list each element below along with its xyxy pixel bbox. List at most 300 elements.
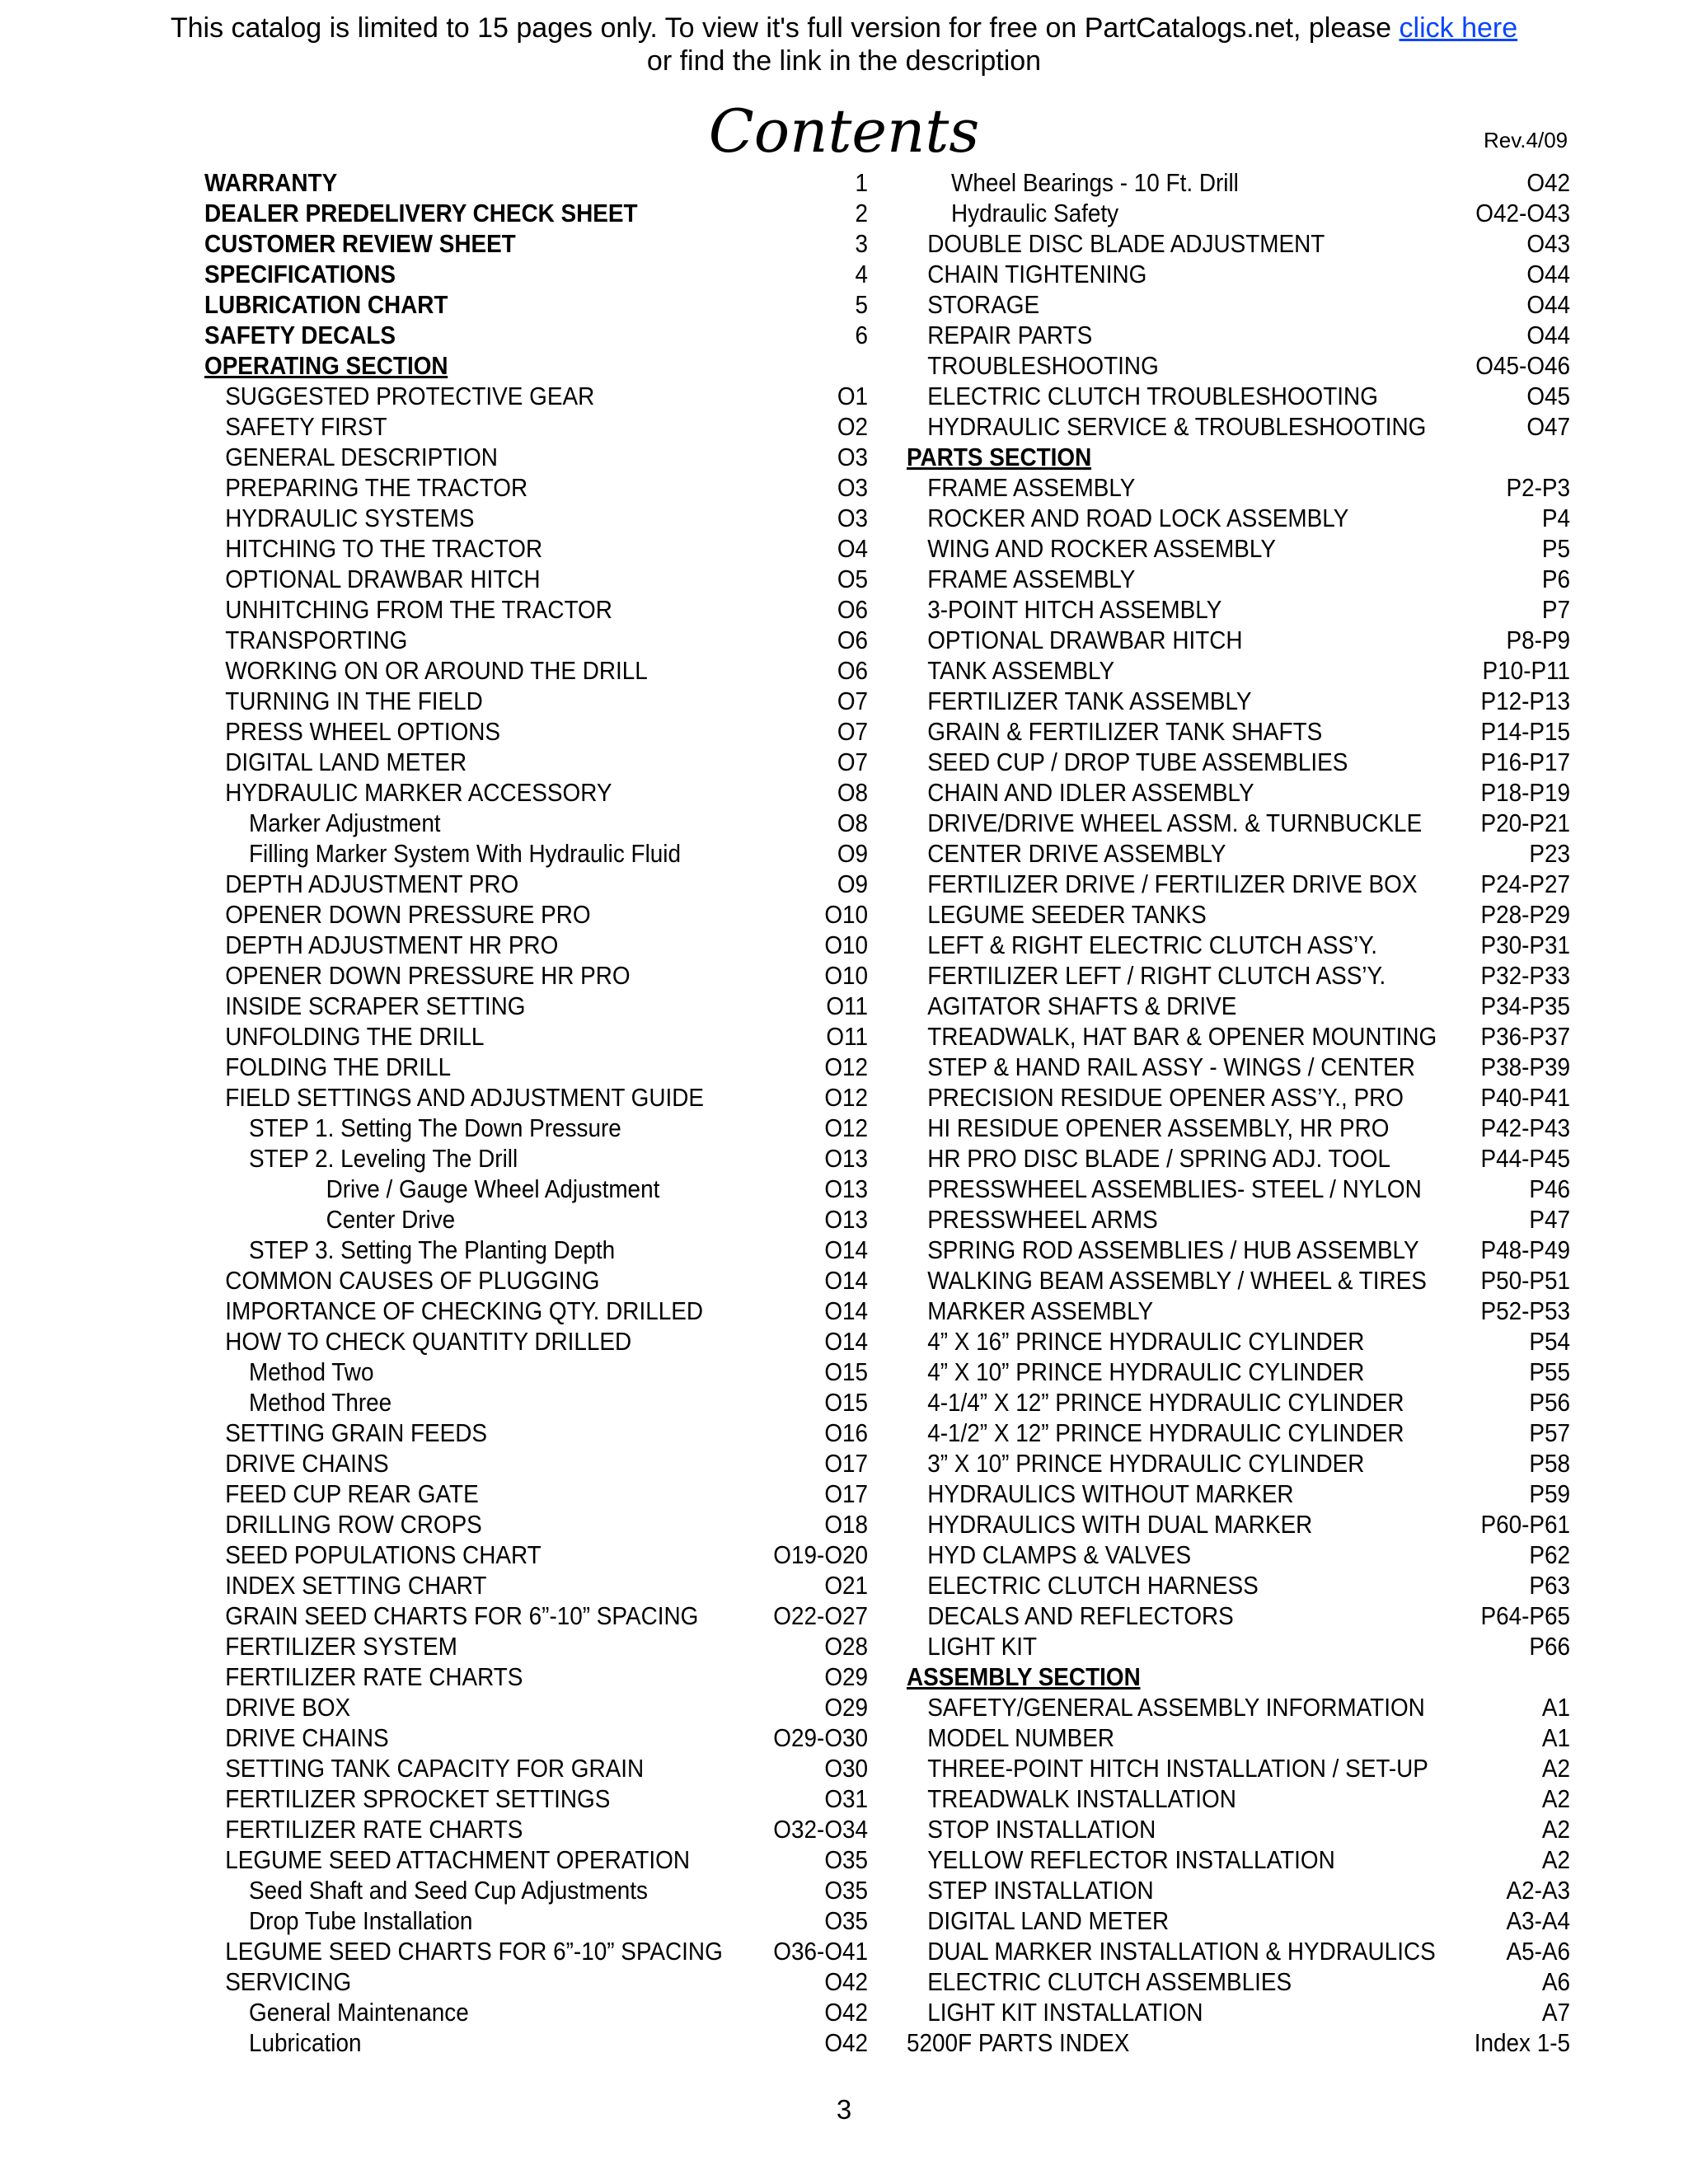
toc-entry-title: STEP 3. Setting The Planting Depth bbox=[249, 1235, 616, 1264]
toc-entry bbox=[907, 777, 1570, 808]
toc-entry bbox=[907, 1997, 1570, 2027]
toc-entry bbox=[204, 2027, 868, 2058]
toc-entry-page: P44-P45 bbox=[1480, 1144, 1571, 1173]
toc-entry-page: P4 bbox=[1541, 504, 1571, 532]
toc-entry-title: Wheel Bearings - 10 Ft. Drill bbox=[951, 168, 1239, 197]
page-title: Contents bbox=[708, 96, 980, 166]
toc-entry-title: 3” X 10” PRINCE HYDRAULIC CYLINDER bbox=[927, 1449, 1365, 1478]
toc-entry-title: FERTILIZER SYSTEM bbox=[225, 1632, 457, 1661]
toc-entry-page: O18 bbox=[824, 1510, 869, 1539]
toc-entry-title: FEED CUP REAR GATE bbox=[225, 1479, 479, 1508]
toc-section-heading bbox=[907, 442, 1570, 472]
toc-entry-page: A1 bbox=[1541, 1723, 1571, 1752]
toc-entry bbox=[907, 991, 1570, 1021]
toc-entry bbox=[907, 2027, 1570, 2058]
toc-entry-page: O6 bbox=[837, 656, 869, 685]
toc-entry-page: O31 bbox=[824, 1784, 869, 1813]
toc-entry-title: STORAGE bbox=[927, 290, 1040, 319]
toc-entry-page: P50-P51 bbox=[1480, 1266, 1571, 1295]
toc-entry-page: O8 bbox=[837, 778, 869, 807]
toc-entry-page: O12 bbox=[824, 1113, 869, 1142]
toc-entry bbox=[204, 869, 868, 899]
toc-entry-title: WALKING BEAM ASSEMBLY / WHEEL & TIRES bbox=[927, 1266, 1427, 1295]
toc-entry bbox=[204, 198, 868, 228]
toc-entry bbox=[204, 1661, 868, 1692]
toc-entry bbox=[907, 960, 1570, 991]
toc-entry bbox=[907, 686, 1570, 716]
toc-entry-page: P30-P31 bbox=[1480, 930, 1571, 959]
toc-entry-title: Center Drive bbox=[326, 1205, 456, 1234]
toc-entry-page: O1 bbox=[837, 382, 869, 410]
toc-entry-page: O4 bbox=[837, 534, 869, 563]
toc-entry bbox=[907, 1174, 1570, 1204]
toc-entry bbox=[907, 1509, 1570, 1540]
toc-entry-page: O3 bbox=[837, 504, 869, 532]
toc-entry-title: 4-1/4” X 12” PRINCE HYDRAULIC CYLINDER bbox=[927, 1388, 1404, 1417]
toc-entry-page: O15 bbox=[824, 1357, 869, 1386]
toc-entry-page: A1 bbox=[1541, 1693, 1571, 1722]
click-here-link[interactable]: click here bbox=[1399, 12, 1518, 44]
toc-entry-page: P36-P37 bbox=[1480, 1022, 1571, 1051]
toc-entry-title: INDEX SETTING CHART bbox=[225, 1571, 487, 1600]
toc-entry bbox=[204, 1235, 868, 1265]
toc-entry bbox=[907, 1540, 1570, 1570]
toc-entry-title: Hydraulic Safety bbox=[951, 199, 1119, 227]
toc-entry-page: O42 bbox=[824, 1998, 869, 2027]
toc-entry-title: OPTIONAL DRAWBAR HITCH bbox=[225, 565, 541, 593]
toc-entry-page: O13 bbox=[824, 1205, 869, 1234]
toc-entry-page: O6 bbox=[837, 626, 869, 654]
toc-entry-page: O12 bbox=[824, 1083, 869, 1112]
toc-entry-title: ELECTRIC CLUTCH HARNESS bbox=[927, 1571, 1259, 1600]
toc-entry-title: REPAIR PARTS bbox=[927, 321, 1093, 349]
toc-entry-page: P23 bbox=[1529, 839, 1571, 868]
toc-entry-title: FERTILIZER LEFT / RIGHT CLUTCH ASS’Y. bbox=[927, 961, 1386, 990]
toc-entry-page: P7 bbox=[1541, 595, 1571, 624]
toc-entry bbox=[204, 1631, 868, 1661]
toc-entry-page: O44 bbox=[1526, 290, 1571, 319]
toc-entry-title: DRILLING ROW CROPS bbox=[225, 1510, 482, 1539]
toc-entry-page: P38-P39 bbox=[1480, 1052, 1571, 1081]
toc-entry-page: O19-O20 bbox=[773, 1540, 869, 1569]
page-number: 3 bbox=[836, 2094, 852, 2125]
toc-entry bbox=[204, 411, 868, 442]
toc-entry-title: SEED CUP / DROP TUBE ASSEMBLIES bbox=[927, 748, 1348, 776]
toc-entry-page: A6 bbox=[1541, 1967, 1571, 1996]
toc-entry-page: O14 bbox=[824, 1296, 869, 1325]
toc-entry-page: P20-P21 bbox=[1480, 808, 1571, 837]
toc-entry bbox=[907, 1204, 1570, 1235]
toc-entry-title: STEP INSTALLATION bbox=[927, 1876, 1154, 1905]
toc-entry-title: FRAME ASSEMBLY bbox=[927, 565, 1136, 593]
toc-entry bbox=[907, 259, 1570, 289]
toc-entry-title: OPENER DOWN PRESSURE HR PRO bbox=[225, 961, 631, 990]
toc-entry bbox=[204, 1296, 868, 1326]
toc-entry-title: Filling Marker System With Hydraulic Fluid bbox=[249, 839, 682, 868]
toc-entry bbox=[204, 1509, 868, 1540]
toc-entry-title: SUGGESTED PROTECTIVE GEAR bbox=[225, 382, 595, 410]
toc-entry-title: LIGHT KIT bbox=[927, 1632, 1038, 1661]
toc-entry-page: P24-P27 bbox=[1480, 869, 1571, 898]
toc-entry bbox=[907, 533, 1570, 564]
toc-entry-title: CHAIN AND IDLER ASSEMBLY bbox=[927, 778, 1254, 807]
toc-entry-page: O15 bbox=[824, 1388, 869, 1417]
toc-entry bbox=[204, 747, 868, 777]
toc-entry-page: 2 bbox=[855, 199, 869, 227]
toc-entry-title: YELLOW REFLECTOR INSTALLATION bbox=[927, 1845, 1335, 1874]
toc-entry-page: O17 bbox=[824, 1479, 869, 1508]
toc-entry-title: TREADWALK, HAT BAR & OPENER MOUNTING bbox=[927, 1022, 1437, 1051]
toc-entry bbox=[907, 1875, 1570, 1905]
toc-entry-page: P5 bbox=[1541, 534, 1571, 563]
toc-entry-page: O17 bbox=[824, 1449, 869, 1478]
toc-entry-page: 4 bbox=[855, 260, 869, 288]
toc-entry-title: CENTER DRIVE ASSEMBLY bbox=[927, 839, 1226, 868]
toc-entry bbox=[907, 1814, 1570, 1844]
toc-entry-page: P6 bbox=[1541, 565, 1571, 593]
toc-entry bbox=[204, 1021, 868, 1052]
toc-entry-title: UNFOLDING THE DRILL bbox=[225, 1022, 485, 1051]
toc-entry-title: HI RESIDUE OPENER ASSEMBLY, HR PRO bbox=[927, 1113, 1390, 1142]
toc-entry-title: TREADWALK INSTALLATION bbox=[927, 1784, 1236, 1813]
toc-entry-page: O35 bbox=[824, 1906, 869, 1935]
toc-entry bbox=[204, 930, 868, 960]
toc-entry bbox=[907, 228, 1570, 259]
banner-line-2: or find the link in the description bbox=[646, 45, 1042, 77]
toc-entry-page: O30 bbox=[824, 1754, 869, 1783]
toc-entry bbox=[204, 320, 868, 350]
toc-entry bbox=[204, 472, 868, 503]
toc-entry-title: PRESSWHEEL ARMS bbox=[927, 1205, 1158, 1234]
toc-entry bbox=[204, 1204, 868, 1235]
toc-entry-title: DEALER PREDELIVERY CHECK SHEET bbox=[204, 199, 638, 227]
toc-entry-page: O35 bbox=[824, 1845, 869, 1874]
toc-entry-title: DEPTH ADJUSTMENT HR PRO bbox=[225, 930, 559, 959]
toc-left-column bbox=[204, 167, 868, 2058]
toc-entry bbox=[204, 1418, 868, 1448]
toc-entry-page: O44 bbox=[1526, 260, 1571, 288]
toc-entry-page: O7 bbox=[837, 717, 869, 746]
toc-entry-title: FOLDING THE DRILL bbox=[225, 1052, 452, 1081]
toc-entry bbox=[907, 1631, 1570, 1661]
toc-entry-title: DUAL MARKER INSTALLATION & HYDRAULICS bbox=[927, 1937, 1436, 1966]
toc-entry bbox=[907, 594, 1570, 625]
toc-entry-page: P48-P49 bbox=[1480, 1235, 1571, 1264]
toc-entry-page: A5-A6 bbox=[1506, 1937, 1571, 1966]
toc-entry bbox=[907, 1235, 1570, 1265]
toc-entry bbox=[204, 991, 868, 1021]
toc-entry-page: O21 bbox=[824, 1571, 869, 1600]
toc-entry-page: Index 1-5 bbox=[1474, 2028, 1571, 2057]
toc-entry bbox=[204, 1997, 868, 2027]
toc-entry-title: Drop Tube Installation bbox=[249, 1906, 473, 1935]
toc-entry-title: LEGUME SEED CHARTS FOR 6”-10” SPACING bbox=[225, 1937, 723, 1966]
toc-entry bbox=[204, 1905, 868, 1936]
toc-entry-title: GRAIN SEED CHARTS FOR 6”-10” SPACING bbox=[225, 1601, 699, 1630]
toc-entry-title: ASSEMBLY SECTION bbox=[907, 1662, 1141, 1691]
toc-entry-page: O43 bbox=[1526, 229, 1571, 258]
toc-entry bbox=[907, 625, 1570, 655]
toc-entry-title: SERVICING bbox=[225, 1967, 352, 1996]
toc-entry bbox=[907, 289, 1570, 320]
toc-entry-title: ELECTRIC CLUTCH TROUBLESHOOTING bbox=[927, 382, 1378, 410]
toc-entry-page: P16-P17 bbox=[1480, 748, 1571, 776]
toc-entry-page: O13 bbox=[824, 1174, 869, 1203]
toc-entry-page: O16 bbox=[824, 1418, 869, 1447]
toc-entry-title: DIGITAL LAND METER bbox=[927, 1906, 1170, 1935]
toc-entry bbox=[907, 899, 1570, 930]
toc-entry-title: HOW TO CHECK QUANTITY DRILLED bbox=[225, 1327, 632, 1356]
toc-entry bbox=[204, 716, 868, 747]
toc-entry-title: 4-1/2” X 12” PRINCE HYDRAULIC CYLINDER bbox=[927, 1418, 1404, 1447]
toc-entry bbox=[907, 381, 1570, 411]
toc-entry-title: TRANSPORTING bbox=[225, 626, 408, 654]
toc-entry-title: TANK ASSEMBLY bbox=[927, 656, 1115, 685]
toc-entry-page: P14-P15 bbox=[1480, 717, 1571, 746]
toc-entry-page: O14 bbox=[824, 1266, 869, 1295]
toc-entry-title: HYDRAULIC SERVICE & TROUBLESHOOTING bbox=[927, 412, 1427, 441]
toc-entry-page: O14 bbox=[824, 1327, 869, 1356]
toc-entry-title: DRIVE CHAINS bbox=[225, 1723, 389, 1752]
toc-entry bbox=[204, 1783, 868, 1814]
toc-entry bbox=[907, 1753, 1570, 1783]
toc-entry-page: O35 bbox=[824, 1876, 869, 1905]
toc-entry-page: P59 bbox=[1529, 1479, 1571, 1508]
toc-entry bbox=[204, 167, 868, 198]
toc-entry-page: O9 bbox=[837, 869, 869, 898]
toc-entry bbox=[907, 716, 1570, 747]
toc-entry-title: 4” X 16” PRINCE HYDRAULIC CYLINDER bbox=[927, 1327, 1365, 1356]
toc-entry-page: P56 bbox=[1529, 1388, 1571, 1417]
toc-entry bbox=[907, 1966, 1570, 1997]
toc-entry-title: GRAIN & FERTILIZER TANK SHAFTS bbox=[927, 717, 1323, 746]
toc-entry bbox=[204, 1601, 868, 1631]
toc-entry bbox=[204, 381, 868, 411]
toc-entry-page: A3-A4 bbox=[1506, 1906, 1571, 1935]
revision-label: Rev.4/09 bbox=[1484, 128, 1568, 152]
toc-entry-page: O42 bbox=[824, 2028, 869, 2057]
toc-entry bbox=[204, 1174, 868, 1204]
toc-entry bbox=[204, 1479, 868, 1509]
toc-entry-page: 1 bbox=[855, 168, 869, 197]
toc-entry-title: PARTS SECTION bbox=[907, 443, 1092, 471]
toc-entry-title: Lubrication bbox=[249, 2028, 362, 2057]
toc-entry-page: O7 bbox=[837, 748, 869, 776]
toc-entry-page: P10-P11 bbox=[1482, 656, 1571, 685]
toc-entry bbox=[204, 503, 868, 533]
toc-entry-title: DEPTH ADJUSTMENT PRO bbox=[225, 869, 519, 898]
toc-entry-page: O28 bbox=[824, 1632, 869, 1661]
toc-entry bbox=[204, 533, 868, 564]
toc-entry bbox=[204, 1814, 868, 1844]
toc-entry-title: FRAME ASSEMBLY bbox=[927, 473, 1136, 502]
toc-entry-page: P34-P35 bbox=[1480, 991, 1571, 1020]
toc-entry bbox=[907, 1479, 1570, 1509]
toc-entry-page: O14 bbox=[824, 1235, 869, 1264]
toc-entry bbox=[907, 1783, 1570, 1814]
toc-entry-title: 4” X 10” PRINCE HYDRAULIC CYLINDER bbox=[927, 1357, 1365, 1386]
toc-entry bbox=[907, 1905, 1570, 1936]
toc-entry bbox=[907, 1296, 1570, 1326]
toc-entry-title: DRIVE BOX bbox=[225, 1693, 351, 1722]
toc-entry-title: FIELD SETTINGS AND ADJUSTMENT GUIDE bbox=[225, 1083, 705, 1112]
toc-right-column bbox=[907, 167, 1570, 2058]
toc-entry-page: O22-O27 bbox=[773, 1601, 869, 1630]
toc-entry-title: STEP 1. Setting The Down Pressure bbox=[249, 1113, 621, 1142]
toc-entry-page: P2-P3 bbox=[1506, 473, 1571, 502]
toc-entry-page: O11 bbox=[826, 1022, 869, 1051]
toc-entry-title: MODEL NUMBER bbox=[927, 1723, 1115, 1752]
toc-entry bbox=[907, 838, 1570, 869]
toc-entry-page: P64-P65 bbox=[1480, 1601, 1571, 1630]
toc-entry-title: FERTILIZER DRIVE / FERTILIZER DRIVE BOX bbox=[927, 869, 1418, 898]
toc-entry-page: P55 bbox=[1529, 1357, 1571, 1386]
toc-entry-page: O2 bbox=[837, 412, 869, 441]
toc-entry-title: LIGHT KIT INSTALLATION bbox=[927, 1998, 1203, 2027]
toc-entry-title: LEGUME SEEDER TANKS bbox=[927, 900, 1207, 929]
toc-entry-title: INSIDE SCRAPER SETTING bbox=[225, 991, 526, 1020]
toc-entry bbox=[907, 1265, 1570, 1296]
limited-catalog-banner bbox=[0, 12, 1688, 77]
toc-entry bbox=[204, 1844, 868, 1875]
toc-entry-title: FERTILIZER SPROCKET SETTINGS bbox=[225, 1784, 611, 1813]
toc-entry-title: CUSTOMER REVIEW SHEET bbox=[204, 229, 516, 258]
toc-entry-title: General Maintenance bbox=[249, 1998, 469, 2027]
toc-entry bbox=[204, 1570, 868, 1601]
toc-entry bbox=[204, 777, 868, 808]
toc-entry-page: O42 bbox=[824, 1967, 869, 1996]
toc-entry-page: O29 bbox=[824, 1693, 869, 1722]
toc-section-heading bbox=[907, 1661, 1570, 1692]
toc-entry-title: SAFETY FIRST bbox=[225, 412, 387, 441]
toc-section-heading bbox=[204, 350, 868, 381]
toc-entry bbox=[907, 1113, 1570, 1143]
toc-entry-title: SAFETY/GENERAL ASSEMBLY INFORMATION bbox=[927, 1693, 1425, 1722]
toc-entry-title: STOP INSTALLATION bbox=[927, 1815, 1156, 1844]
toc-entry-page: P40-P41 bbox=[1480, 1083, 1571, 1112]
toc-entry-title: SETTING GRAIN FEEDS bbox=[225, 1418, 487, 1447]
toc-entry-title: PRECISION RESIDUE OPENER ASS’Y., PRO bbox=[927, 1083, 1404, 1112]
toc-entry bbox=[907, 320, 1570, 350]
toc-entry bbox=[907, 1570, 1570, 1601]
toc-entry-title: GENERAL DESCRIPTION bbox=[225, 443, 498, 471]
toc-entry bbox=[907, 1844, 1570, 1875]
toc-entry bbox=[907, 503, 1570, 533]
toc-entry-title: FERTILIZER RATE CHARTS bbox=[225, 1662, 523, 1691]
toc-entry-title: Marker Adjustment bbox=[249, 808, 441, 837]
toc-entry bbox=[907, 1387, 1570, 1418]
toc-entry bbox=[204, 228, 868, 259]
toc-entry-page: O11 bbox=[826, 991, 869, 1020]
toc-entry-title: HYDRAULIC SYSTEMS bbox=[225, 504, 475, 532]
toc-entry-page: A2 bbox=[1541, 1845, 1571, 1874]
toc-entry-page: P54 bbox=[1529, 1327, 1571, 1356]
toc-entry-page: O3 bbox=[837, 443, 869, 471]
toc-entry bbox=[907, 1082, 1570, 1113]
toc-entry bbox=[907, 1143, 1570, 1174]
toc-entry-page: O32-O34 bbox=[773, 1815, 869, 1844]
toc-entry-page: A2-A3 bbox=[1506, 1876, 1571, 1905]
toc-entry-page: O29 bbox=[824, 1662, 869, 1691]
toc-entry-page: O7 bbox=[837, 687, 869, 715]
toc-entry-page: P18-P19 bbox=[1480, 778, 1571, 807]
toc-entry-page: P32-P33 bbox=[1480, 961, 1571, 990]
toc-entry-page: P62 bbox=[1529, 1540, 1571, 1569]
toc-entry bbox=[907, 350, 1570, 381]
toc-entry-title: ROCKER AND ROAD LOCK ASSEMBLY bbox=[927, 504, 1349, 532]
toc-entry bbox=[204, 1113, 868, 1143]
toc-entry-title: UNHITCHING FROM THE TRACTOR bbox=[225, 595, 612, 624]
toc-entry bbox=[204, 1936, 868, 1966]
toc-entry bbox=[204, 655, 868, 686]
toc-entry-page: O9 bbox=[837, 839, 869, 868]
toc-entry-page: P46 bbox=[1529, 1174, 1571, 1203]
toc-entry-page: 5 bbox=[855, 290, 869, 319]
toc-entry-title: DOUBLE DISC BLADE ADJUSTMENT bbox=[927, 229, 1325, 258]
toc-entry-title: LEGUME SEED ATTACHMENT OPERATION bbox=[225, 1845, 690, 1874]
toc-entry-page: P52-P53 bbox=[1480, 1296, 1571, 1325]
toc-entry bbox=[204, 1357, 868, 1387]
toc-entry-page: O6 bbox=[837, 595, 869, 624]
toc-entry-title: 3-POINT HITCH ASSEMBLY bbox=[927, 595, 1222, 624]
toc-entry bbox=[204, 594, 868, 625]
toc-entry-page: A2 bbox=[1541, 1754, 1571, 1783]
toc-entry bbox=[204, 1387, 868, 1418]
toc-entry-page: P63 bbox=[1529, 1571, 1571, 1600]
toc-entry bbox=[907, 411, 1570, 442]
toc-entry bbox=[907, 1326, 1570, 1357]
toc-entry-title: SPECIFICATIONS bbox=[204, 260, 396, 288]
toc-entry bbox=[907, 869, 1570, 899]
toc-entry bbox=[204, 1082, 868, 1113]
toc-entry bbox=[907, 655, 1570, 686]
toc-entry-page: P57 bbox=[1529, 1418, 1571, 1447]
toc-entry-page: P28-P29 bbox=[1480, 900, 1571, 929]
toc-entry-title: OPERATING SECTION bbox=[204, 351, 448, 380]
toc-entry bbox=[907, 1448, 1570, 1479]
toc-entry bbox=[204, 289, 868, 320]
toc-entry-title: DRIVE CHAINS bbox=[225, 1449, 389, 1478]
toc-entry-page: A2 bbox=[1541, 1815, 1571, 1844]
toc-entry-title: PRESS WHEEL OPTIONS bbox=[225, 717, 501, 746]
toc-entry-page: A7 bbox=[1541, 1998, 1571, 2027]
toc-entry-page: P60-P61 bbox=[1480, 1510, 1571, 1539]
toc-entry-page: O10 bbox=[824, 930, 869, 959]
toc-entry bbox=[204, 1326, 868, 1357]
toc-entry bbox=[204, 1875, 868, 1905]
toc-entry bbox=[907, 1936, 1570, 1966]
toc-entry-title: MARKER ASSEMBLY bbox=[927, 1296, 1154, 1325]
toc-entry bbox=[204, 899, 868, 930]
toc-entry bbox=[204, 1692, 868, 1722]
toc-entry bbox=[907, 1052, 1570, 1082]
toc-entry-title: LEFT & RIGHT ELECTRIC CLUTCH ASS’Y. bbox=[927, 930, 1377, 959]
toc-entry-title: WARRANTY bbox=[204, 168, 338, 197]
toc-entry-title: HYDRAULICS WITHOUT MARKER bbox=[927, 1479, 1294, 1508]
toc-entry bbox=[204, 1722, 868, 1753]
toc-entry bbox=[204, 1966, 868, 1997]
toc-entry bbox=[907, 1722, 1570, 1753]
toc-entry bbox=[204, 1448, 868, 1479]
toc-entry bbox=[907, 1021, 1570, 1052]
toc-entry bbox=[907, 808, 1570, 838]
toc-entry-title: TROUBLESHOOTING bbox=[927, 351, 1159, 380]
toc-entry-title: HR PRO DISC BLADE / SPRING ADJ. TOOL bbox=[927, 1144, 1390, 1173]
toc-entry-title: HYDRAULICS WITH DUAL MARKER bbox=[927, 1510, 1313, 1539]
toc-entry-page: 3 bbox=[855, 229, 869, 258]
toc-entry bbox=[204, 838, 868, 869]
toc-entry bbox=[204, 625, 868, 655]
